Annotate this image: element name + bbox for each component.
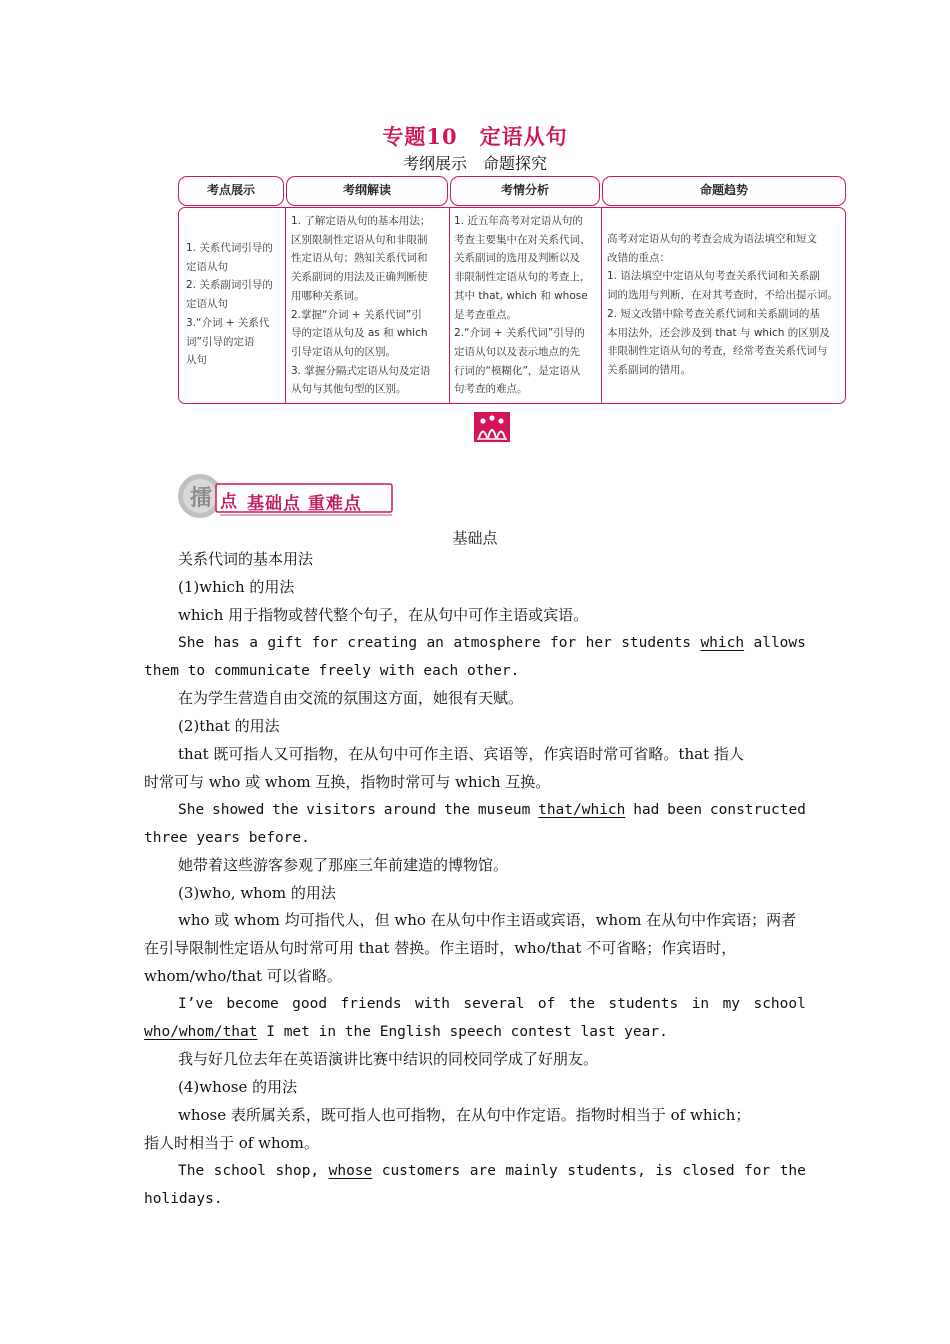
word: her xyxy=(585,635,612,651)
word: in xyxy=(691,996,710,1012)
paragraph: 指人时相当于 of whom。 xyxy=(144,1134,319,1152)
word: the xyxy=(568,996,595,1012)
table-cell-line: 定语从句以及表示地点的先 xyxy=(454,345,580,358)
word: for xyxy=(744,1163,771,1179)
table-cell-line: 区别限制性定语从句和非限制 xyxy=(291,233,428,246)
table-cell-line: 关系副词的错用。 xyxy=(607,363,691,376)
word: visitors xyxy=(306,802,376,818)
table-cell-line: 非限制性定语从句的考查上， xyxy=(454,271,591,284)
table-cell-line: 1. 近五年高考对定语从句的 xyxy=(454,215,583,227)
table-cell-kaoqing xyxy=(454,212,591,399)
table-cell-line: 1. 关系代词引导的 xyxy=(186,242,273,254)
paragraph: that 既可指人又可指物，在从句中可作主语、宾语等，作宾语时常可省略。that 指人 xyxy=(178,745,744,763)
paragraph: who 或 whom 均可指代人，但 who 在从句中作主语或宾语，whom 在从句中作宾语；两者 xyxy=(178,911,797,929)
table-cell-line: 2. 关系副词引导的 xyxy=(186,279,273,292)
word: a xyxy=(249,635,258,651)
example-sentence xyxy=(178,633,806,653)
underlined-relative-word: whose xyxy=(328,1163,373,1179)
table-divider xyxy=(285,207,286,404)
example-sentence xyxy=(178,800,806,820)
underlined-relative-word: that/which xyxy=(538,802,626,818)
table-cell-line: 2.掌握“介词 + 关系代词”引 xyxy=(291,308,422,321)
table-cell-qushi xyxy=(607,230,838,380)
table-divider xyxy=(449,207,450,404)
table-cell-line: 2.“介词 + 关系代词”引导的 xyxy=(454,327,585,340)
translation: 她带着这些游客参观了那座三年前建造的博物馆。 xyxy=(178,856,509,874)
word: is xyxy=(655,1163,673,1179)
paragraph: which 用于指物或替代整个句子，在从句中可作主语或宾语。 xyxy=(178,606,589,624)
banner-title: 基础点 重难点 xyxy=(247,494,362,514)
word: with xyxy=(415,996,450,1012)
word: my xyxy=(722,996,741,1012)
point-heading: (1)which 的用法 xyxy=(178,578,295,596)
table-cell-line: 是考查重点。 xyxy=(454,308,517,321)
table-cell-line: 2. 短文改错中除考查关系代词和关系副词的基 xyxy=(607,307,820,320)
table-divider xyxy=(601,207,602,404)
table-cell-line: 高考对定语从句的考查会成为语法填空和短文 xyxy=(607,233,817,245)
word: of xyxy=(537,996,556,1012)
table-cell-line: 本用法外，还会涉及到 that 与 which 的区别及 xyxy=(607,326,830,339)
table-cell-line: 词的选用与判断，在对其考查时，不给出提示词。 xyxy=(607,289,838,302)
table-cell-line: 定语从句 xyxy=(186,298,228,311)
summary-table xyxy=(178,176,846,404)
example-sentence: three years before. xyxy=(144,830,310,846)
word: for xyxy=(311,635,338,651)
word: around xyxy=(383,802,437,818)
word: gift xyxy=(267,635,303,651)
underlined-relative-word: who/whom/that xyxy=(144,1024,258,1040)
table-cell-line: 用哪种关系词。 xyxy=(291,289,365,302)
example-sentence: them to communicate freely with each other. xyxy=(144,663,520,679)
word: school xyxy=(753,996,806,1012)
word: showed xyxy=(211,802,265,818)
section-logo-icon xyxy=(474,412,510,442)
word: atmosphere xyxy=(453,635,541,651)
word: allows xyxy=(753,635,806,651)
subheading: 关系代词的基本用法 xyxy=(178,550,314,568)
table-cell-kaogang xyxy=(291,212,430,399)
page-title: 专题10 定语从句 xyxy=(382,124,568,149)
banner-badge-label: 点 xyxy=(220,492,237,512)
word: the xyxy=(443,802,471,818)
example-sentence: holidays. xyxy=(144,1191,223,1207)
point-heading: (3)who, whom 的用法 xyxy=(178,884,336,902)
table-cell-line: 1. 了解定语从句的基本用法； xyxy=(291,215,431,227)
translation: 在为学生营造自由交流的氛围这方面，她很有天赋。 xyxy=(178,689,524,707)
example-sentence: who/whom/that I met in the English speech contest last year. xyxy=(144,1024,668,1040)
table-cell-line: 行词的“模糊化”，是定语从 xyxy=(454,364,581,377)
word: the xyxy=(272,802,299,818)
word: had xyxy=(633,802,660,818)
paragraph: whose 表所属关系，既可指人也可指物，在从句中作定语。指物时相当于 of which； xyxy=(178,1106,751,1124)
table-cell-line: 3. 掌握分隔式定语从句及定语 xyxy=(291,364,431,377)
table-header-kaogang: 考纲解读 xyxy=(286,176,448,206)
table-cell-kaodian xyxy=(186,239,273,370)
table-header-qushi: 命题趋势 xyxy=(602,176,846,206)
word: good xyxy=(292,996,328,1012)
point-heading: (2)that 的用法 xyxy=(178,717,280,735)
page-subtitle: 考纲展示 命题探究 xyxy=(402,154,547,173)
word: students xyxy=(621,635,692,651)
table-cell-line: 导的定语从句及 as 和 which xyxy=(291,327,428,340)
table-cell-line: 考查主要集中在对关系代词、 xyxy=(454,233,591,246)
word: shop, xyxy=(275,1163,320,1179)
example-sentence xyxy=(178,1161,806,1181)
word: I’ve xyxy=(178,996,213,1012)
word: become xyxy=(226,996,279,1012)
table-cell-line: 关系副词的选用及判断以及 xyxy=(454,252,580,265)
word: creating xyxy=(347,635,418,651)
table-cell-line: 词”引导的定语 xyxy=(186,335,255,348)
underlined-relative-word: which xyxy=(700,635,745,651)
section-heading: 基础点 xyxy=(452,529,498,547)
word: students xyxy=(608,996,679,1012)
example-sentence xyxy=(178,994,806,1014)
table-header-kaoqing: 考情分析 xyxy=(450,176,600,206)
word: are xyxy=(469,1163,496,1179)
word: customers xyxy=(381,1163,461,1179)
word: the xyxy=(779,1163,806,1179)
word: an xyxy=(426,635,444,651)
word: has xyxy=(213,635,240,651)
translation: 我与好几位去年在英语演讲比赛中结识的同校同学成了好朋友。 xyxy=(178,1050,599,1068)
table-cell-line: 其中 that, which 和 whose xyxy=(454,289,588,302)
table-cell-line: 从句与其他句型的区别。 xyxy=(291,383,407,396)
word: She xyxy=(178,635,205,651)
word: several xyxy=(463,996,525,1012)
word: The xyxy=(178,1163,205,1179)
word: for xyxy=(550,635,577,651)
table-header-kaodian: 考点展示 xyxy=(178,176,284,206)
paragraph: whom/who/that 可以省略。 xyxy=(144,967,342,985)
word: friends xyxy=(340,996,402,1012)
paragraph: 在引导限制性定语从句时常可用 that 替换。作主语时，who/that 不可省略；作宾语时， xyxy=(144,939,737,957)
table-cell-line: 改错的重点： xyxy=(607,251,670,264)
table-cell-line: 关系副词的用法及正确判断使 xyxy=(291,271,428,284)
point-heading: (4)whose 的用法 xyxy=(178,1078,298,1096)
word: museum xyxy=(477,802,531,818)
word: been xyxy=(667,802,703,818)
word: students, xyxy=(567,1163,646,1179)
word: school xyxy=(213,1163,267,1179)
table-cell-line: 3.“介词 + 关系代 xyxy=(186,316,270,329)
section-banner: 擂 点 基础点 重难点 xyxy=(176,471,394,519)
table-cell-line: 1. 语法填空中定语从句考查关系代词和关系副 xyxy=(607,270,820,283)
word: constructed xyxy=(709,802,806,818)
word: closed xyxy=(682,1163,735,1179)
paragraph: 时常可与 who 或 whom 互换，指物时常可与 which 互换。 xyxy=(144,773,551,791)
table-cell-line: 句考查的难点。 xyxy=(454,383,528,396)
word: mainly xyxy=(505,1163,558,1179)
word: She xyxy=(178,802,205,818)
table-cell-line: 从句 xyxy=(186,354,207,367)
table-cell-line: 定语从句 xyxy=(186,260,228,273)
table-cell-line: 性定语从句；熟知关系代词和 xyxy=(291,252,428,265)
table-cell-line: 引导定语从句的区别。 xyxy=(291,345,396,358)
table-cell-line: 非限制性定语从句的考查，经常考查关系代词与 xyxy=(607,345,828,358)
